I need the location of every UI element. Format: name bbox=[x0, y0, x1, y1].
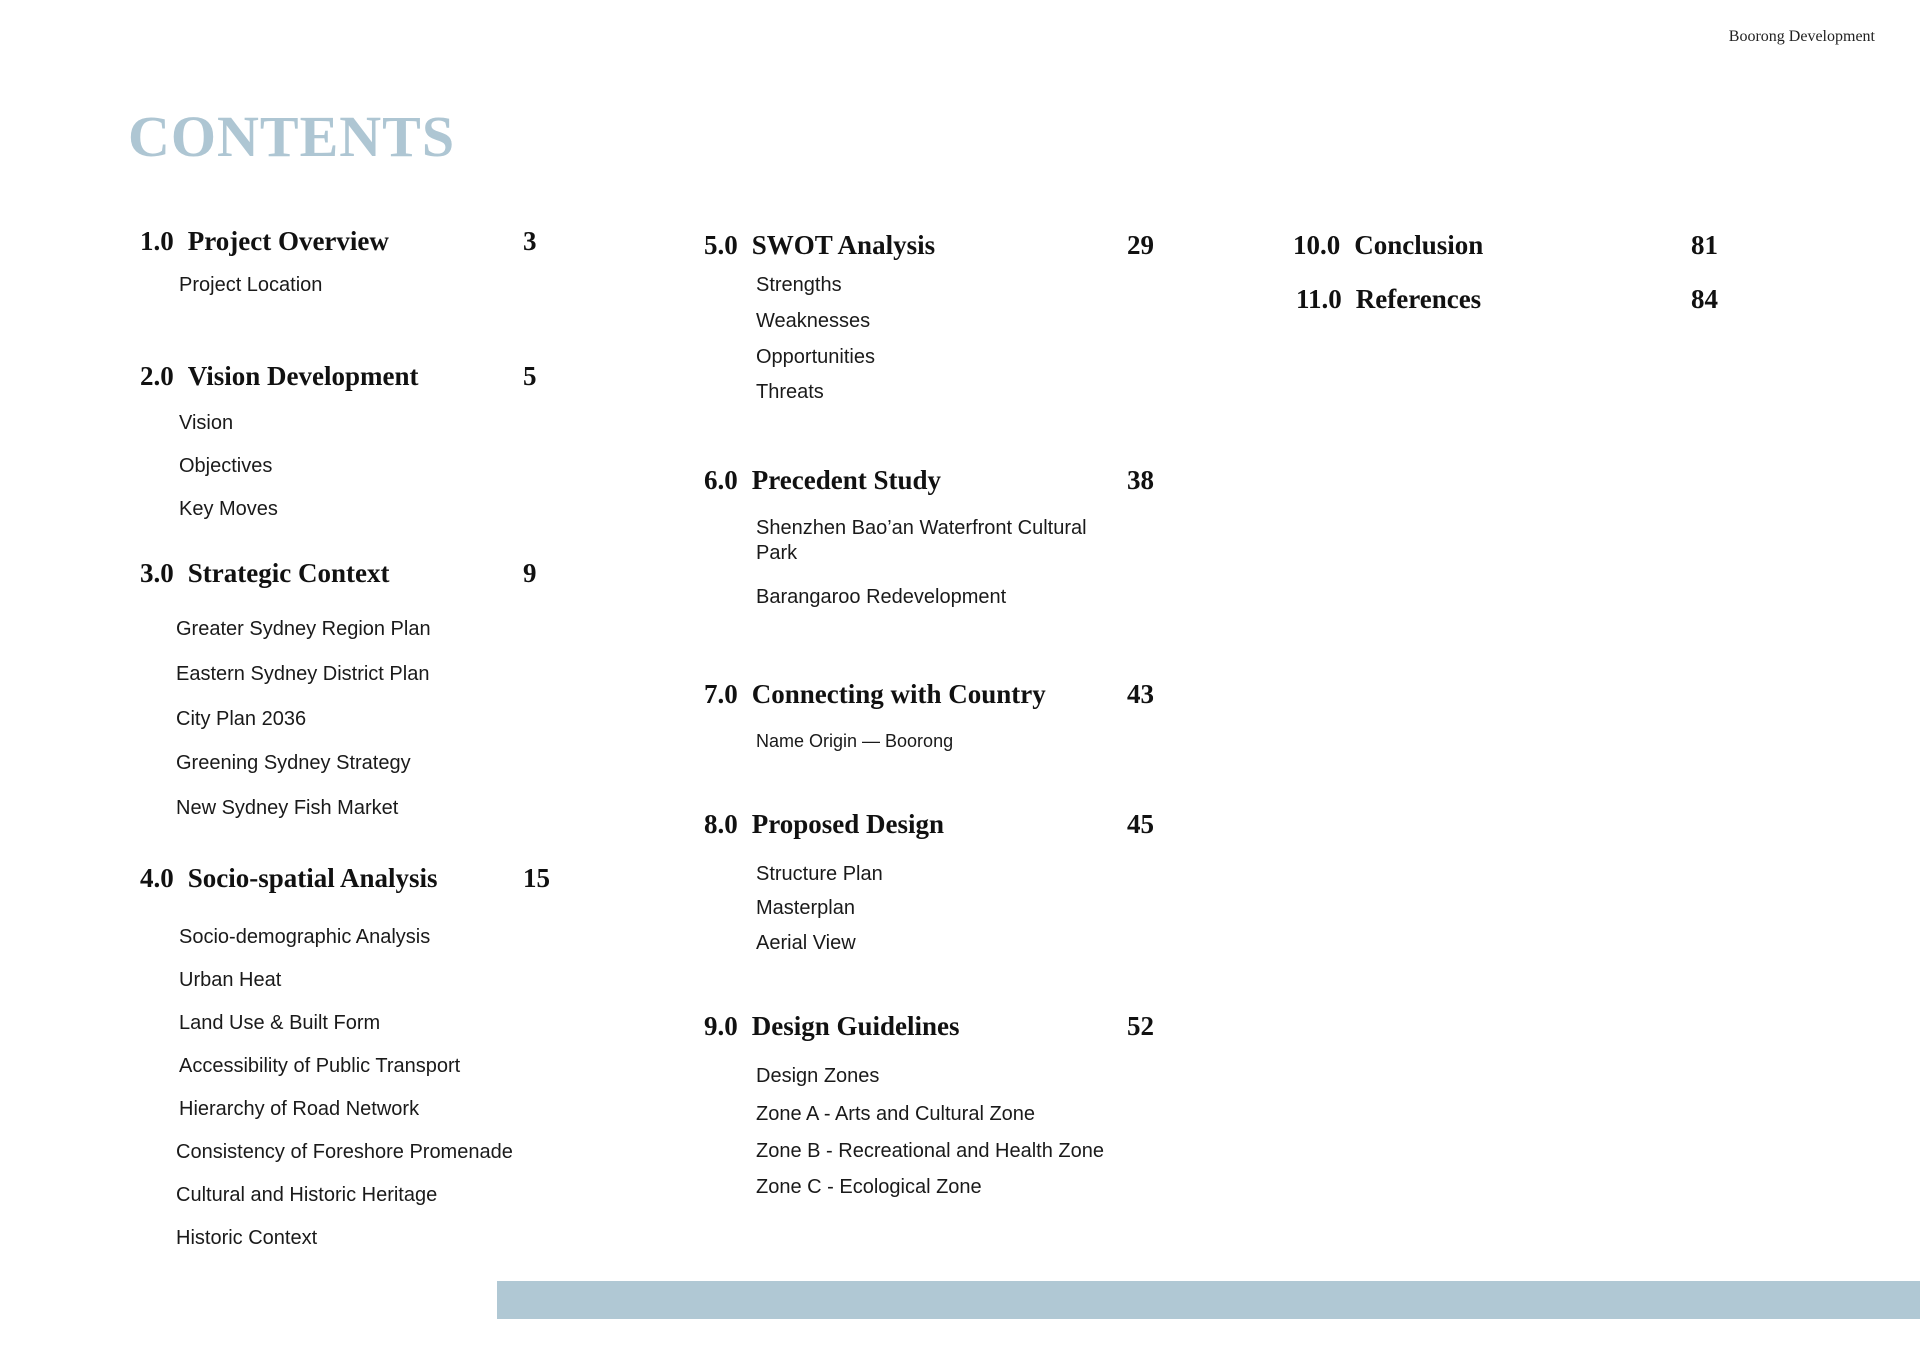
toc-section-11[interactable] bbox=[1296, 286, 1481, 313]
toc-subitem[interactable]: Strengths bbox=[756, 274, 842, 296]
toc-subitem[interactable]: Zone B - Recreational and Health Zone bbox=[756, 1140, 1104, 1162]
toc-subitem[interactable]: Name Origin — Boorong bbox=[756, 731, 954, 751]
section-page-5: 29 bbox=[1127, 230, 1154, 260]
section-number: 3.0 bbox=[140, 558, 174, 588]
header-brand: Boorong Development bbox=[1728, 28, 1875, 45]
toc-subitem[interactable]: Cultural and Historic Heritage bbox=[176, 1184, 438, 1206]
toc-subitem[interactable]: Greater Sydney Region Plan bbox=[176, 618, 431, 640]
toc-subitem[interactable]: Aerial View bbox=[756, 932, 856, 954]
toc-section-7[interactable] bbox=[704, 681, 1046, 708]
section-title: Project Overview bbox=[187, 226, 389, 256]
toc-subitem[interactable]: Design Zones bbox=[756, 1065, 880, 1087]
toc-subitem[interactable]: Historic Context bbox=[176, 1227, 318, 1249]
toc-section-2[interactable] bbox=[140, 363, 419, 390]
section-number: 11.0 bbox=[1296, 284, 1342, 314]
toc-subitem[interactable]: Opportunities bbox=[756, 346, 875, 368]
section-page-7: 43 bbox=[1127, 679, 1154, 709]
section-number: 8.0 bbox=[704, 809, 738, 839]
section-title: Precedent Study bbox=[751, 465, 941, 495]
section-page-3: 9 bbox=[523, 558, 537, 588]
section-title: Proposed Design bbox=[751, 809, 945, 839]
section-title: Strategic Context bbox=[187, 558, 390, 588]
toc-subitem[interactable]: Accessibility of Public Transport bbox=[179, 1055, 461, 1077]
toc-section-8[interactable] bbox=[704, 811, 944, 838]
section-page-6: 38 bbox=[1127, 465, 1154, 495]
section-page-9: 52 bbox=[1127, 1011, 1154, 1041]
toc-subitem[interactable]: Land Use & Built Form bbox=[179, 1012, 381, 1034]
footer-accent-bar bbox=[497, 1281, 1920, 1319]
section-number: 2.0 bbox=[140, 361, 174, 391]
section-page-4: 15 bbox=[523, 863, 550, 893]
section-number: 6.0 bbox=[704, 465, 738, 495]
section-number: 9.0 bbox=[704, 1011, 738, 1041]
toc-subitem[interactable]: Masterplan bbox=[756, 897, 855, 919]
toc-subitem[interactable]: Barangaroo Redevelopment bbox=[756, 586, 1007, 608]
toc-section-9[interactable] bbox=[704, 1013, 960, 1040]
toc-subitem[interactable]: New Sydney Fish Market bbox=[176, 797, 399, 819]
toc-section-3[interactable] bbox=[140, 560, 389, 587]
toc-subitem[interactable]: Shenzhen Bao’an Waterfront Cultural Park bbox=[756, 517, 1087, 564]
section-page-10: 81 bbox=[1691, 230, 1718, 260]
toc-subitem[interactable]: Objectives bbox=[179, 455, 273, 477]
toc-subitem[interactable]: Threats bbox=[756, 381, 824, 403]
section-title: Design Guidelines bbox=[751, 1011, 960, 1041]
section-number: 10.0 bbox=[1293, 230, 1341, 260]
section-number: 4.0 bbox=[140, 863, 174, 893]
section-page-2: 5 bbox=[523, 361, 537, 391]
section-title: Socio-spatial Analysis bbox=[187, 863, 438, 893]
section-number: 5.0 bbox=[704, 230, 738, 260]
toc-subitem[interactable]: Consistency of Foreshore Promenade bbox=[176, 1141, 513, 1163]
section-title: References bbox=[1355, 284, 1482, 314]
toc-subitem[interactable]: Structure Plan bbox=[756, 863, 883, 885]
toc-section-1[interactable] bbox=[140, 228, 389, 255]
toc-subitem[interactable]: Key Moves bbox=[179, 498, 278, 520]
section-title: Vision Development bbox=[187, 361, 419, 391]
section-title: Connecting with Country bbox=[751, 679, 1046, 709]
section-page-1: 3 bbox=[523, 226, 537, 256]
toc-subitem[interactable]: Weaknesses bbox=[756, 310, 871, 332]
toc-subitem[interactable]: Vision bbox=[179, 412, 234, 434]
toc-subitem[interactable]: Project Location bbox=[179, 274, 323, 296]
toc-subitem[interactable]: Socio-demographic Analysis bbox=[179, 926, 431, 948]
section-title: SWOT Analysis bbox=[751, 230, 936, 260]
section-number: 7.0 bbox=[704, 679, 738, 709]
toc-section-6[interactable] bbox=[704, 467, 941, 494]
toc-section-10[interactable] bbox=[1293, 232, 1483, 259]
toc-section-4[interactable] bbox=[140, 865, 438, 892]
toc-subitem[interactable]: Greening Sydney Strategy bbox=[176, 752, 411, 774]
toc-section-5[interactable] bbox=[704, 232, 935, 259]
section-page-11: 84 bbox=[1691, 284, 1718, 314]
section-number: 1.0 bbox=[140, 226, 174, 256]
page-title: CONTENTS bbox=[128, 104, 456, 169]
toc-subitem[interactable]: Zone A - Arts and Cultural Zone bbox=[756, 1103, 1036, 1125]
toc-subitem[interactable]: City Plan 2036 bbox=[176, 708, 307, 730]
section-page-8: 45 bbox=[1127, 809, 1154, 839]
toc-subitem[interactable]: Urban Heat bbox=[179, 969, 282, 991]
toc-subitem[interactable]: Zone C - Ecological Zone bbox=[756, 1176, 982, 1198]
section-title: Conclusion bbox=[1354, 230, 1484, 260]
toc-subitem[interactable]: Eastern Sydney District Plan bbox=[176, 663, 430, 685]
toc-subitem[interactable]: Hierarchy of Road Network bbox=[179, 1098, 420, 1120]
